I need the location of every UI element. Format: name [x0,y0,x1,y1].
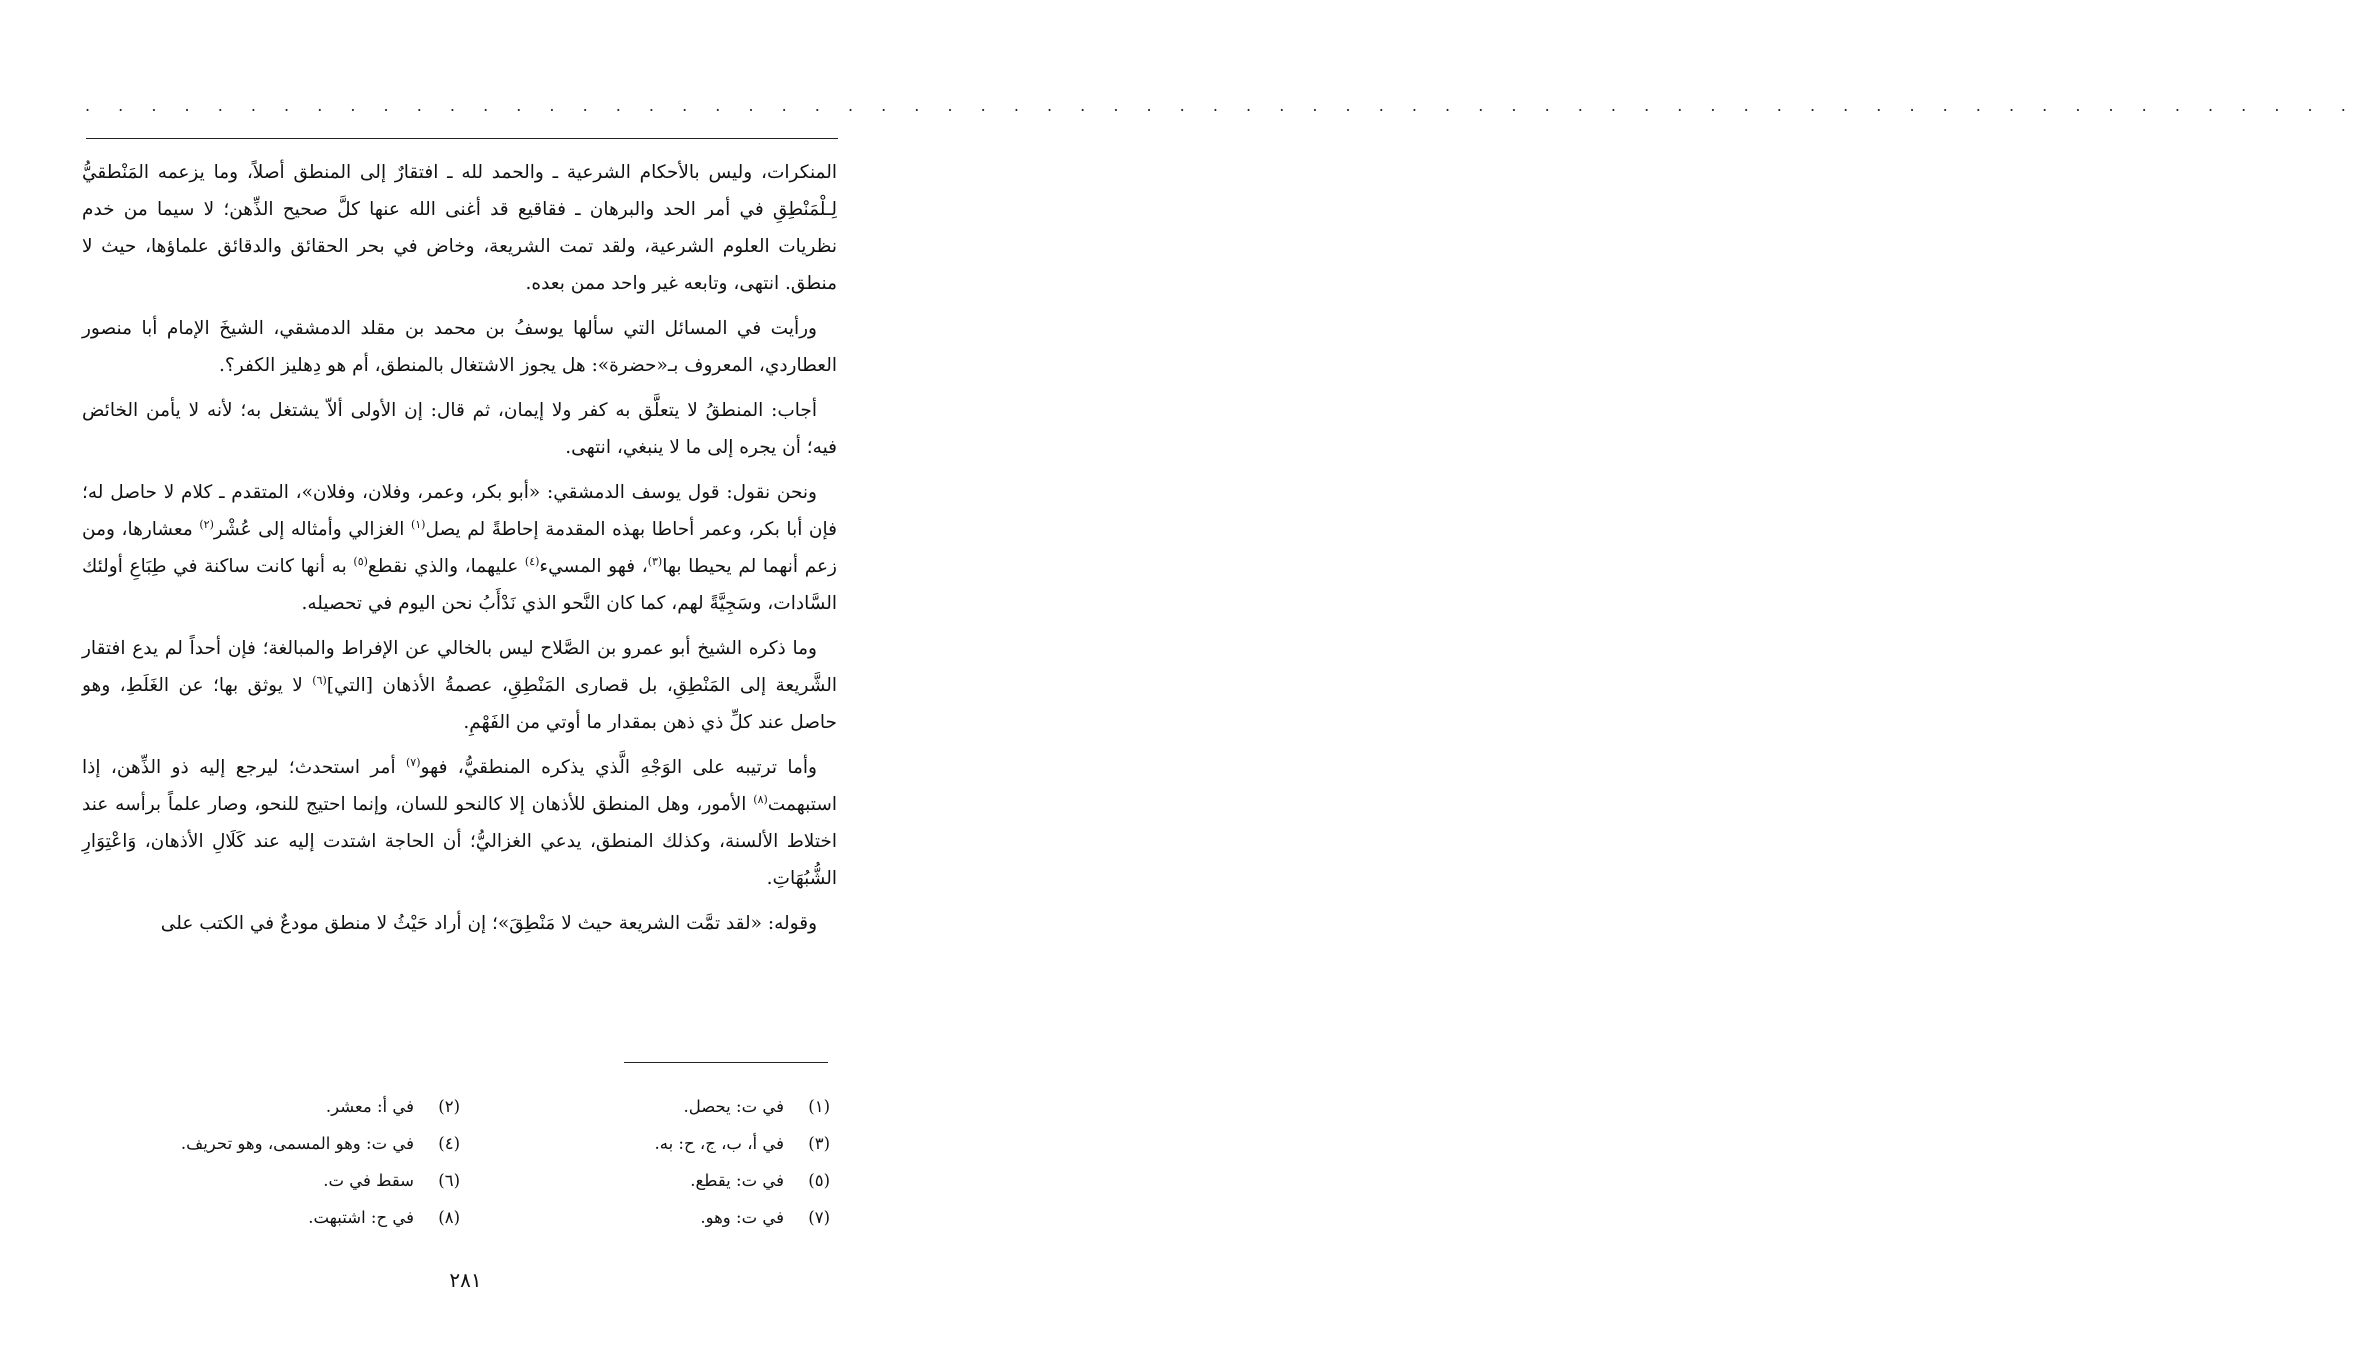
footnote-ref[interactable]: (٧) [405,755,421,769]
footnote-5 [460,1162,830,1199]
footnotes [90,1088,830,1236]
footnote-text: في ت: وهو. [700,1208,784,1227]
footnote-text: في ح: اشتبهت. [308,1208,414,1227]
footnote-row [90,1088,830,1125]
footnote-text: في أ: معشر. [325,1097,414,1116]
paragraph-4: ونحن نقول: قول يوسف الدمشقي: «أبو بكر، وعمر، وفلان، وفلان»، المتقدم ـ كلام لا حاصل له؛ فإن أبا بكر، وعمر أحاطا بهذه المقدمة إحاطةً لم يصل$^{(١)}$ الغزالي وأمثاله إلى عُشْر$^{(٢)}$ معشارها، ومن زعم أنهما لم يحيطا بها$^{(٣)}$، فهو المسيء$^{(٤)}$ عليهما، والذي نقطع$^{(٥)}$ به أنها كانت ساكنة في طِبَاعِ أولئك السَّادات، وسَجِيَّةً لهم، كما كان النَّحو الذي نَدْأَبُ نحن اليوم في تحصيله. [82,482,837,614]
footnote-number: (٣) [808,1134,830,1153]
footnote-number: (٢) [438,1097,460,1116]
header-rule [86,138,838,139]
footnote-number: (٥) [808,1171,830,1190]
footnote-ref[interactable]: (٨) [753,792,768,806]
footnote-row [90,1162,830,1199]
footnote-text: في ت: يقطع. [690,1171,784,1190]
footnote-ref[interactable]: (١) [410,517,426,531]
footnote-4 [90,1125,460,1162]
footnote-3 [460,1125,830,1162]
footnote-row [90,1199,830,1236]
footnote-text: سقط في ت. [323,1171,414,1190]
footnote-separator [624,1062,828,1063]
paragraph-2: ورأيت في المسائل التي سألها يوسفُ بن محمد بن مقلد الدمشقي، الشيخَ الإمام أبا منصور العطاردي، المعروف بـ«حضرة»: هل يجوز الاشتغال بالمنطق، أم هو دِهليز الكفر؟. [82,318,837,376]
footnote-ref[interactable]: (٥) [353,554,368,568]
footnote-8 [90,1199,460,1236]
footnote-text: في أ، ب، ج، ح: به. [654,1134,784,1153]
footnote-2 [90,1088,460,1125]
footnote-6 [90,1162,460,1199]
footnote-ref[interactable]: (٣) [647,554,663,568]
footnote-number: (٧) [808,1208,830,1227]
footnote-row [90,1125,830,1162]
paragraph-6: وأما ترتيبه على الوَجْهِ الَّذي يذكره المنطقيُّ، فهو$^{(٧)}$ أمر استحدث؛ ليرجع إليه ذو الذِّهن، إذا استبهمت$^{(٨)}$ الأمور، وهل المنطق للأذهان إلا كالنحو للسان، وإنما احتيج للنحو، وصار علماً برأسه عند اختلاط الألسنة، وكذلك المنطق، يدعي الغزاليُّ؛ أن الحاجة اشتدت إليه عند كَلَالِ الأذهان، وَاعْتِوَارِ الشُّبُهَاتِ. [82,755,837,889]
paragraph-5: وما ذكره الشيخ أبو عمرو بن الصَّلاح ليس بالخالي عن الإفراط والمبالغة؛ فإن أحداً لم يدع افتقار الشَّريعة إلى المَنْطِقِ، بل قصارى المَنْطِقِ، عصمةُ الأذهان [التي]$^{(٦)}$ لا يوثق بها؛ عن الغَلَطِ، وهو حاصل عند كلِّ ذي ذهن بمقدار ما أوتي من الفَهْمِ. [82,638,837,733]
footnote-number: (٤) [438,1134,460,1153]
footnote-text: في ت: وهو المسمى، وهو تحريف. [180,1134,414,1153]
footnote-ref[interactable]: (٤) [524,554,540,568]
footnote-ref[interactable]: (٢) [199,517,214,531]
page-number: ٢٨١ [449,1268,482,1292]
paragraph-3: أجاب: المنطقُ لا يتعلَّق به كفر ولا إيمان، ثم قال: إن الأولى ألاّ يشتغل به؛ لأنه لا يأمن الخائض فيه؛ أن يجره إلى ما لا ينبغي، انتهى. [82,400,837,458]
footnote-number: (٦) [438,1171,460,1190]
header-dotted-rule: . . . . . . . . . . . . . . . . . . . . . . . . . . . . . . . . . . . . . . . . . . . . . . . . . . . . . . . . . . . . . . . . . . . . . [85,96,2357,115]
footnote-1 [460,1088,830,1125]
footnote-ref[interactable]: (٦) [312,673,327,687]
main-text [82,154,837,950]
footnote-text: في ت: يحصل. [683,1097,784,1116]
footnote-number: (٨) [438,1208,460,1227]
paragraph-7: وقوله: «لقد تمَّت الشريعة حيث لا مَنْطِقَ»؛ إن أراد حَيْثُ لا منطق مودعٌ في الكتب على [160,913,817,934]
paragraph-1: المنكرات، وليس بالأحكام الشرعية ـ والحمد لله ـ افتقارٌ إلى المنطق أصلاً، وما يزعمه المَنْطقيُّ لِـلْمَنْطِقِ في أمر الحد والبرهان ـ فقاقيع قد أغنى الله عنها كلَّ صحيح الذِّهن؛ لا سيما من خدم نظريات العلوم الشرعية، ولقد تمت الشريعة، وخاض في بحر الحقائق والدقائق علماؤها، حيث لا منطق. انتهى، وتابعه غير واحد ممن بعده. [82,162,837,294]
footnote-number: (١) [808,1097,830,1116]
footnote-7 [460,1199,830,1236]
